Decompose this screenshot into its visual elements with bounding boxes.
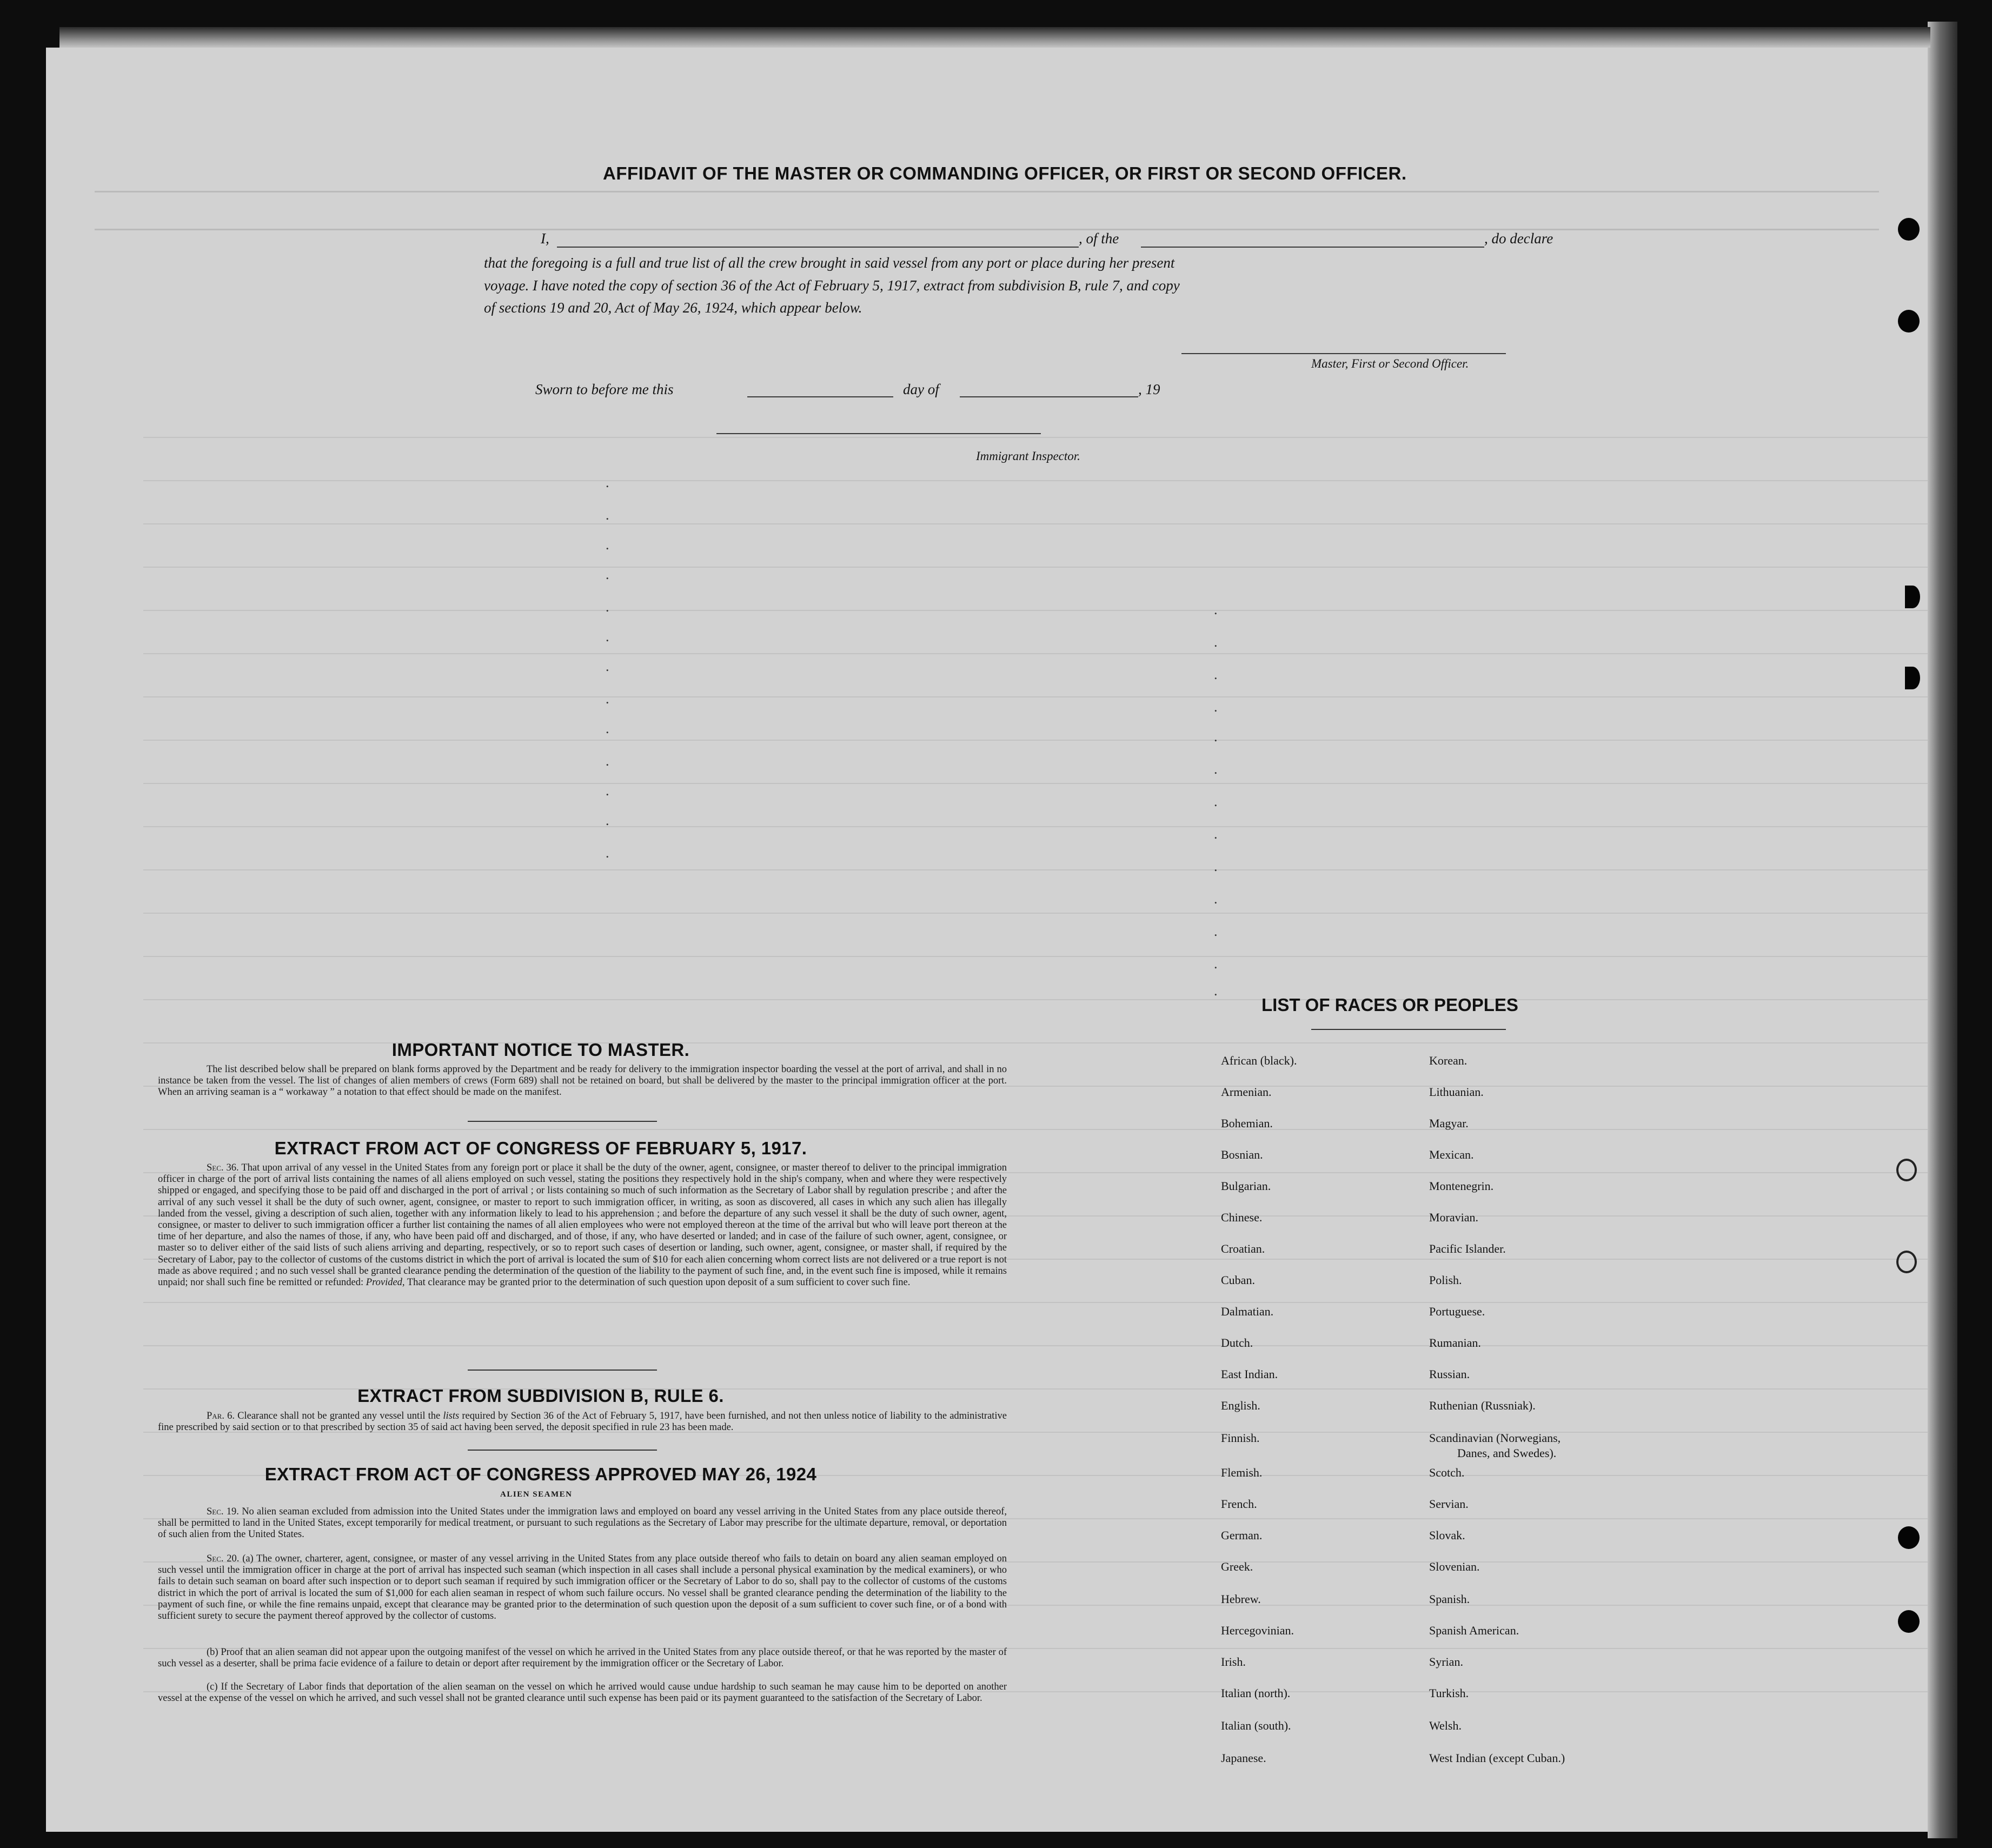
rule-6-par-label: Par. 6. (207, 1411, 235, 1421)
document-sheet: AFFIDAVIT OF THE MASTER OR COMMANDING OFFICER, OR FIRST OR SECOND OFFICER. I, , of the , do declare that the foregoing is a full and true list of all the crew brought in said vessel from any port or place during her present voyage. I have noted the copy of section 36 of the Act of February 5, 1917, extract from subdivision B, rule 7, and copy of sections 19 and 20, Act of May 26, 1924, which appear below. Master, First or Second Officer. Sworn to before me this day of , 19 Immigrant Inspector. . . . . . . . . . . . . . . . . . . . . . . . . . . IMPORTANT NOTICE TO MASTER. The list described below shall be prepared on blank forms approved by the Department and be ready for delivery to the immigration inspector boarding the vessel at the port of arrival, and shall in no instance be taken from the vessel. The list of changes of alien members of crews (Form 689) shall not be retained on board, but shall be delivered by the master to the principal immigration officer at the port. When an arriving seaman is a “ workaway ” a notation to that effect should be made on the manifest. EXTRACT FROM ACT OF CONGRESS OF FEBRUARY 5, 1917. Sec. 36. That upon arrival of any vessel in the United States from any foreign port or place it shall be the duty of the owner, agent, consignee, or master thereof to deliver to the principal immigration officer in charge of the port of arrival lists containing the names of all aliens employed on such vessel, stating the positions they respectively hold in the ship's company, when and where they were respectively shipped or engaged, and specifying those to be paid off and discharged in the port of arrival ; or lists containing so much of such information as the Secretary of Labor shall by regulation prescribe ; and after the arrival of any such vessel it shall be the duty of such owner, agent, consignee, or master to report to such immigration officer, in writing, as soon as discovered, all cases in which any such alien has illegally landed from the vessel, giving a description of such alien, together with any information likely to lead to his apprehension ; and before the departure of any such vessel it shall be the duty of such owner, agent, consignee, or master to deliver to such immigration officer a further list containing the names of all alien employees who were not employed thereon at the time of the arrival but who will leave port thereon at the time of her departure, and also the names of those, if any, who have been paid off and discharged, and of those, if any, who have deserted or landed; and in case of the failure of such owner, agent, consignee, or master so to deliver either of the said lists of such aliens arriving and departing, respectively, or so to report such cases of desertion or landing, such owner, agent, consignee, or master shall, if required by the Secretary of Labor, pay to the collector of customs of the customs district in which the port of arrival is located the sum of $10 for each alien concerning whom correct lists are not delivered or a true report is not made as above required ; and no such vessel shall be granted clearance pending the determination of the question of the liability to the payment of such fine, and, in the event such fine is imposed, while it remains unpaid; nor shall such fine be remitted or refunded: Provided, That clearance may be granted prior to the determination of such question upon deposit of a sum sufficient to cover such fine. EXTRACT FROM SUBDIVISION B, RULE 6. Par. 6. Clearance shall not be granted any vessel until the lists required by Section 36 of the Act of February 5, 1917, have been furnished, and not then unless notice of liability to the administrative fine prescribed by said section or to that prescribed by section 35 of said act having been served, the deposit specified in rule 23 has been made. EXTRACT FROM ACT OF CONGRESS APPROVED MAY 26, 1924 ALIEN SEAMEN Sec. 19. No alien seaman excluded from admission into the United States under the immigration laws and employed on board any vessel arriving in the United States from any place outside thereof, shall be permitted to land in the United States, except temporarily for medical treatment, or pursuant to such regulations as the Secretary of Labor may prescribe for the ultimate departure, removal, or deportation of such alien from the United States. Sec. 20. (a) The owner, charterer, agent, consignee, or master of any vessel arriving in the United States from any place outside thereof who fails to detain on board any alien seaman employed on such vessel until the immigration officer in charge at the port of arrival has inspected such seaman (which inspection in all cases shall include a personal physical examination by the medical examiners), or who fails to detain such seaman on board after such inspection or to deport such seaman if required by such immigration officer or the Secretary of Labor to do so, shall pay to the collector of customs of the customs district in which the port of arrival is located the sum of $1,000 for each alien seaman in respect of whom such failure occurs. No vessel shall be granted clearance pending the determination of the liability to the payment of such fine, or while the fine remains unpaid, except that clearance may be granted prior to the determination of such question upon the deposit of a sum sufficient to cover such fine, or of a bond with sufficient surety to secure the payment thereof approved by the collector of customs. (b) Proof that an alien seaman did not appear upon the outgoing manifest of the vessel on which he arrived in the United States from any place outside thereof, or that he was reported by the master of such vessel as a deserter, shall be prima facie evidence of a failure to detain or deport after requirement by the immigration officer or the Secretary of Labor. (c) If the Secretary of Labor finds that deportation of the alien seaman on the vessel on which he arrived would cause undue hardship to such seaman he may cause him to be deported on another vessel at the expense of the vessel on which he arrived, and such vessel shall not be granted clearance until such expense has been paid or its payment guaranteed to the satisfaction of the Secretary of Labor. LIST OF RACES OR PEOPLES African (black). Armenian. Bohemian. Bosnian. Bulgarian. Chinese. Croatian. Cuban. Dalmatian. Dutch. East Indian. English. Finnish. Flemish. French. German. Greek. Hebrew. Hercegovinian. Irish. Italian (north). Italian (south). Japanese. Korean. Lithuanian. Magyar. Mexican. Montenegrin. Moravian. Pacific Islander. Polish. Portuguese. Rumanian. Russian. Ruthenian (Russniak). Scandinavian (Norwegians, Danes, and Swedes). Scotch. Servian. Slovak. Slovenian. Spanish. Spanish American. Syrian. Turkish. Welsh. West Indian (except Cuban.) (46, 48, 1928, 1832)
race-item: African (black). (1221, 1054, 1297, 1067)
notice-title: IMPORTANT NOTICE TO MASTER. (391, 1040, 690, 1060)
act-1924-sec19-body: No alien seaman excluded from admission into the United States under the immigration laws and employed on board any vessel arriving in the United States from any place outside thereof, shall be permitted to land in the United States, except temporarily for medical treatment, or pursuant to such regulations as the Secretary of Labor may prescribe for the ultimate departure, removal, or deportation of such alien from the United States. (158, 1506, 1007, 1540)
punch-hole (1896, 1251, 1917, 1273)
page-edge-strip (1928, 22, 1957, 1838)
rule-6-text-a: Clearance shall not be granted any vessel until the (237, 1411, 441, 1421)
race-item: Hebrew. (1221, 1592, 1261, 1606)
master-signature-line[interactable] (1181, 353, 1506, 354)
race-item: Rumanian. (1429, 1336, 1481, 1350)
race-item-continuation: Danes, and Swedes). (1457, 1446, 1557, 1460)
affidavit-declare: , do declare (1484, 230, 1553, 247)
act-1924-sec19-label: Sec. 19. (207, 1506, 239, 1517)
act-1917-title: EXTRACT FROM ACT OF CONGRESS OF FEBRUARY 5, 1917. (274, 1138, 807, 1158)
race-item: Lithuanian. (1429, 1085, 1484, 1099)
punch-hole (1905, 586, 1920, 608)
affiant-name-line[interactable] (557, 247, 1079, 248)
race-item: French. (1221, 1497, 1257, 1511)
punch-hole (1898, 1610, 1920, 1633)
race-item: East Indian. (1221, 1367, 1278, 1381)
race-item: Japanese. (1221, 1751, 1266, 1765)
race-item: Dutch. (1221, 1336, 1253, 1350)
race-item: Spanish. (1429, 1592, 1470, 1606)
race-item: Moravian. (1429, 1211, 1479, 1224)
race-item: Scotch. (1429, 1466, 1465, 1479)
act-1924-sec20a (158, 1553, 1007, 1622)
act-1917-provided: Provided, (366, 1277, 405, 1288)
race-item: Bulgarian. (1221, 1179, 1271, 1193)
race-item: German. (1221, 1528, 1263, 1542)
sworn-day-line[interactable] (747, 396, 893, 397)
race-item: English. (1221, 1399, 1260, 1412)
inspector-label: Immigrant Inspector. (976, 449, 1080, 463)
act-1924-sec20-label: Sec. 20. (207, 1553, 240, 1564)
race-item: Italian (south). (1221, 1719, 1291, 1732)
act-1917-text (158, 1162, 1007, 1288)
inspector-signature-line[interactable] (716, 433, 1041, 434)
race-item: Spanish American. (1429, 1624, 1519, 1637)
rule-6-lists-word: lists (443, 1411, 460, 1421)
race-item: Flemish. (1221, 1466, 1263, 1479)
race-item: Hercegovinian. (1221, 1624, 1294, 1637)
punch-hole (1898, 1526, 1920, 1549)
punch-hole (1896, 1159, 1917, 1181)
race-item: Russian. (1429, 1367, 1470, 1381)
sworn-year: , 19 (1138, 381, 1160, 397)
race-item: Korean. (1429, 1054, 1468, 1067)
race-item: Pacific Islander. (1429, 1242, 1506, 1255)
race-item: Polish. (1429, 1273, 1462, 1287)
notice-text: The list described below shall be prepared on blank forms approved by the Department and be ready for delivery to the immigration inspector boarding the vessel at the port of arrival, and shall in no instance be taken from the vessel. The list of changes of alien members of crews (Form 689) shall not be retained on board, but shall be delivered by the master to the principal immigration officer at the port. When an arriving seaman is a “ workaway ” a notation to that effect should be made on the manifest. (158, 1064, 1007, 1098)
race-item: Mexican. (1429, 1148, 1474, 1161)
race-item: Scandinavian (Norwegians, (1429, 1431, 1561, 1445)
races-title: LIST OF RACES OR PEOPLES (1261, 995, 1518, 1015)
race-item: Turkish. (1429, 1686, 1469, 1700)
affidavit-line-3: voyage. I have noted the copy of section 36 of the Act of February 5, 1917, extract from subdivision B, rule 7, and copy (484, 277, 1180, 294)
race-item: Italian (north). (1221, 1686, 1291, 1700)
sworn-day-of: day of (903, 381, 939, 397)
race-item: Welsh. (1429, 1719, 1462, 1732)
race-item: Finnish. (1221, 1431, 1260, 1445)
race-item: Slovenian. (1429, 1560, 1480, 1573)
act-1924-sec20c: (c) If the Secretary of Labor finds that deportation of the alien seaman on the vessel on which he arrived would cause undue hardship to such seaman he may cause him to be deported on another vessel at the expense of the vessel on which he arrived, and such vessel shall not be granted clearance until such expense has been paid or its payment guaranteed to the satisfaction of the Secretary of Labor. (158, 1681, 1007, 1704)
race-item: Bohemian. (1221, 1116, 1273, 1130)
master-signature-label: Master, First or Second Officer. (1311, 357, 1469, 370)
race-item: Magyar. (1429, 1116, 1469, 1130)
act-1917-body: That upon arrival of any vessel in the United States from any foreign port or place it shall be the duty of the owner, agent, consignee, or master thereof to deliver to the principal immigration officer in charge of the port of arrival lists containing the names of all aliens employed on such vessel, stating the positions they respectively hold in the ship's company, when and where they were respectively shipped or engaged, and specifying those to be paid off and discharged in the port of arrival ; or lists containing so much of such information as the Secretary of Labor shall by regulation prescribe ; and after the arrival of any such vessel it shall be the duty of such owner, agent, consignee, or master to report to such immigration officer, in writing, as soon as discovered, all cases in which any such alien has illegally landed from the vessel, giving a description of such alien, together with any information likely to lead to his apprehension ; and before the departure of any such vessel it shall be the duty of such owner, agent, consignee, or master to deliver to such immigration officer a further list containing the names of all alien employees who were not employed thereon at the time of the arrival but who will leave port thereon at the time of her departure, and also the names of those, if any, who have been paid off and discharged, and of those, if any, who have deserted or landed; and in case of the failure of such owner, agent, consignee, or master so to deliver either of the said lists of such aliens arriving and departing, respectively, or so to report such cases of desertion or landing, such owner, agent, consignee, or master shall, if required by the Secretary of Labor, pay to the collector of customs of the customs district in which the port of arrival is located the sum of $10 for each alien concerning whom correct lists are not delivered or a true report is not made as above required ; and no such vessel shall be granted clearance pending the determination of the question of the liability to the payment of such fine, and, in the event such fine is imposed, while it remains unpaid; nor shall such fine be remitted or refunded: (158, 1162, 1007, 1288)
rule-6-title: EXTRACT FROM SUBDIVISION B, RULE 6. (357, 1386, 724, 1406)
page-top-edge (59, 27, 1930, 48)
act-1924-sec20a-body: (a) The owner, charterer, agent, consignee, or master of any vessel arriving in the United States from any place outside thereof who fails to detain on board any alien seaman employed on such vessel until the immigration officer in charge at the port of arrival has inspected such seaman (which inspection in all cases shall include a personal physical examination by the medical examiners), or who fails to detain such seaman on board after such inspection or to deport such seaman if required by such immigration officer or the Secretary of Labor to do so, shall pay to the collector of customs of the customs district in which the port of arrival is located the sum of $1,000 for each alien seaman in respect of whom such failure occurs. No vessel shall be granted clearance pending the determination of the liability to the payment of such fine, or while the fine remains unpaid, except that clearance may be granted prior to the determination of such question upon the deposit of a sum sufficient to cover such fine, or of a bond with sufficient surety to secure the payment thereof approved by the collector of customs. (158, 1553, 1007, 1622)
race-item: Ruthenian (Russniak). (1429, 1399, 1536, 1412)
race-item: Cuban. (1221, 1273, 1255, 1287)
rule-6-text-b: required by Section 36 of the Act of February 5, 1917, have been furnished, and not then unless notice of liability to the administrative fine prescribed by said section or to that prescribed by section 35 of said act having been served, the deposit specified in rule 23 has been made. (158, 1411, 1007, 1433)
race-item: Croatian. (1221, 1242, 1265, 1255)
race-item: Bosnian. (1221, 1148, 1263, 1161)
affidavit-of-the: , of the (1079, 230, 1119, 247)
race-item: Portuguese. (1429, 1305, 1485, 1318)
punch-hole (1898, 310, 1920, 333)
race-item: Irish. (1221, 1655, 1246, 1668)
act-1917-body-end: That clearance may be granted prior to the determination of such question upon deposit of a sum sufficient to cover such fine. (407, 1277, 911, 1288)
affidavit-line-2: that the foregoing is a full and true list of all the crew brought in said vessel from any port or place during her present (484, 255, 1175, 271)
race-item: West Indian (except Cuban.) (1429, 1751, 1565, 1765)
sworn-prefix: Sworn to before me this (535, 381, 674, 397)
race-item: Servian. (1429, 1497, 1469, 1511)
act-1924-sec20b: (b) Proof that an alien seaman did not appear upon the outgoing manifest of the vessel on which he arrived in the United States from any place outside thereof, or that he was reported by the master of such vessel as a deserter, shall be prima facie evidence of a failure to detain or deport after requirement by the immigration officer or the Secretary of Labor. (158, 1647, 1007, 1670)
act-1924-sec19 (158, 1506, 1007, 1541)
race-item: Armenian. (1221, 1085, 1272, 1099)
race-item: Slovak. (1429, 1528, 1465, 1542)
affidavit-line-4: of sections 19 and 20, Act of May 26, 1924, which appear below. (484, 300, 862, 316)
vessel-name-line[interactable] (1141, 247, 1484, 248)
race-item: Dalmatian. (1221, 1305, 1274, 1318)
race-item: Montenegrin. (1429, 1179, 1494, 1193)
rule-6-text (158, 1411, 1007, 1433)
punch-hole (1898, 218, 1920, 241)
punch-hole (1905, 667, 1920, 689)
act-1924-subtitle: ALIEN SEAMEN (500, 1490, 573, 1499)
sworn-month-line[interactable] (960, 396, 1138, 397)
affidavit-title: AFFIDAVIT OF THE MASTER OR COMMANDING OFFICER, OR FIRST OR SECOND OFFICER. (603, 163, 1407, 183)
act-1924-title: EXTRACT FROM ACT OF CONGRESS APPROVED MAY 26, 1924 (264, 1464, 817, 1484)
race-item: Chinese. (1221, 1211, 1263, 1224)
race-item: Greek. (1221, 1560, 1253, 1573)
act-1917-sec-label: Sec. 36. (207, 1162, 239, 1173)
affidavit-i: I, (541, 230, 549, 247)
race-item: Syrian. (1429, 1655, 1463, 1668)
